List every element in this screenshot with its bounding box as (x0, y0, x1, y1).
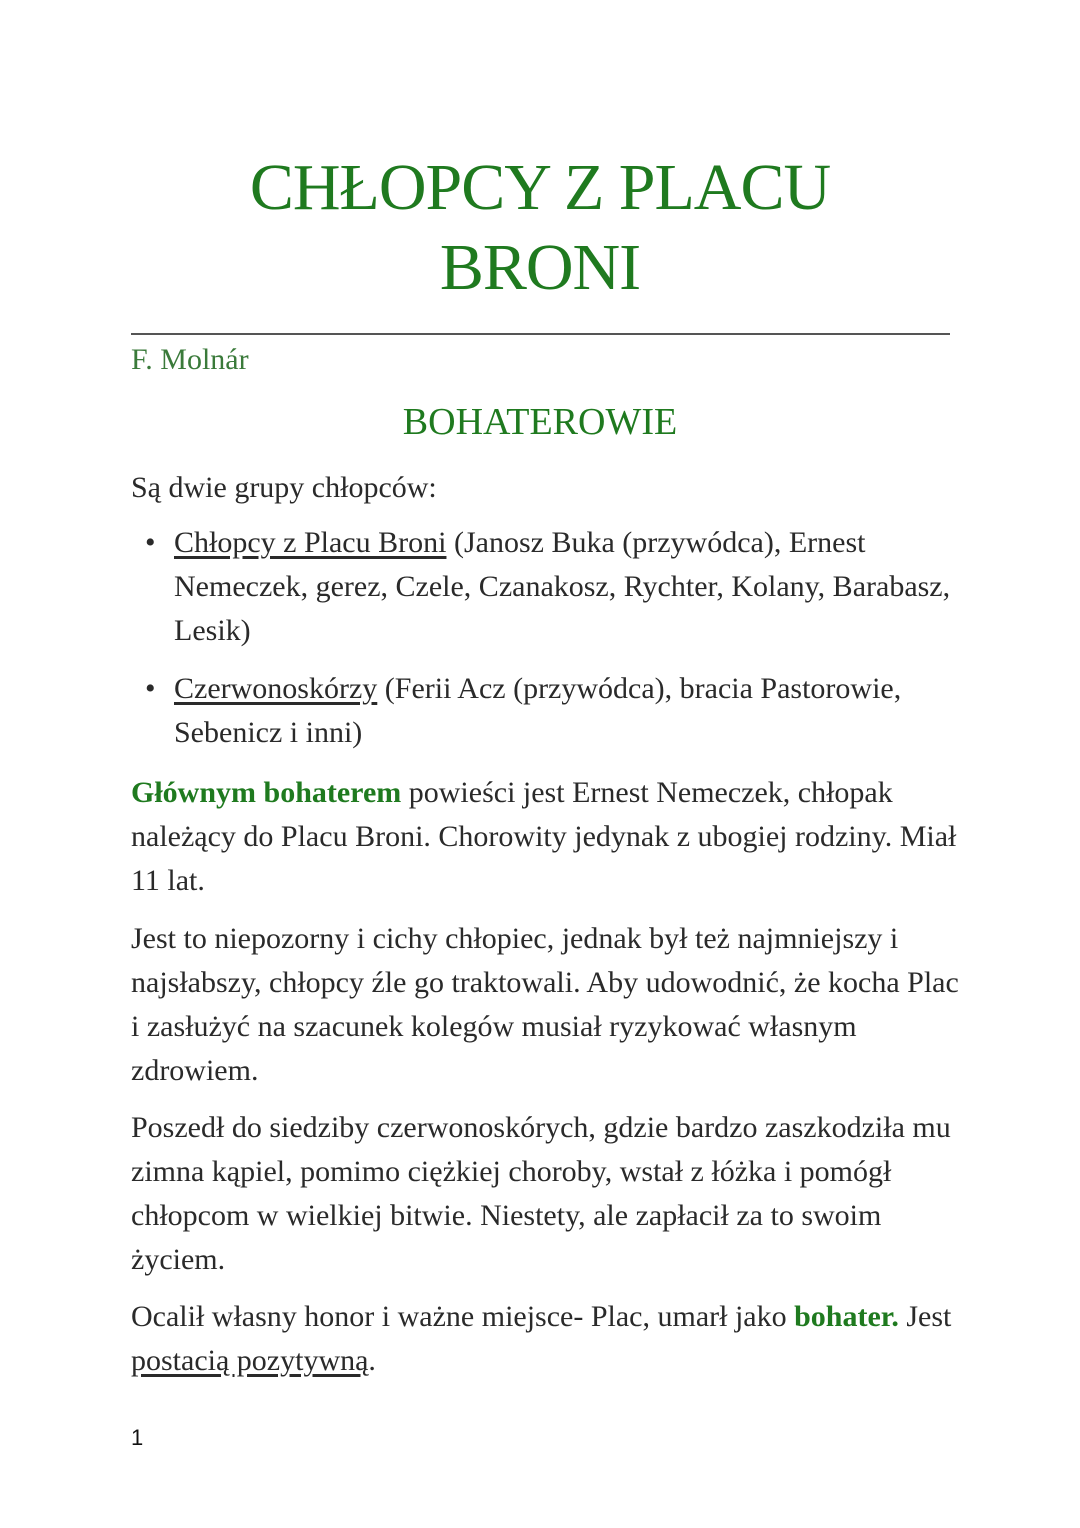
paragraph-text: Jest (898, 1300, 952, 1333)
list-item (131, 521, 961, 653)
group-members: (Janosz Buka (przywódca), Ernest Nemeczek, gerez, Czele, Czanakosz, Rychter, Kolany, Barabasz, Lesik) (174, 526, 951, 647)
conclusion-paragraph (131, 1295, 961, 1383)
title-line-2: BRONI (439, 231, 641, 304)
group-name: Chłopcy z Placu Broni (174, 526, 447, 559)
paragraph-text: . (368, 1344, 376, 1377)
bullet-icon: • (145, 672, 156, 705)
list-item (131, 667, 961, 755)
title-line-1: CHŁOPCY Z PLACU (249, 151, 831, 224)
groups-list (131, 521, 961, 769)
main-hero-paragraph (131, 771, 961, 903)
underlined-phrase: postacią pozytywną (131, 1344, 369, 1377)
group-name: Czerwonoskórzy (174, 672, 378, 705)
intro-paragraph: Są dwie grupy chłopców: (131, 471, 437, 504)
horizontal-divider (131, 333, 950, 335)
document-title (0, 148, 1080, 308)
bold-phrase: Głównym bohaterem (131, 776, 402, 809)
bullet-icon: • (145, 526, 156, 559)
section-heading: BOHATEROWIE (402, 401, 678, 443)
character-paragraph: Jest to niepozorny i cichy chłopiec, jednak był też najmniejszy i najsłabszy, chłopcy źle go traktowali. Aby udowodnić, że kocha Plac i zasłużyć na szacunek kolegów musiał ryzykować własnym zdrowiem. (131, 922, 959, 1087)
paragraph-text: powieści jest Ernest Nemeczek, chłopak należący do Placu Broni. Chorowity jedynak z ubogiej rodziny. Miał 11 lat. (131, 776, 957, 897)
author-name: F. Molnár (131, 343, 249, 376)
bold-phrase: bohater. (794, 1300, 899, 1333)
group-members: (Ferii Acz (przywódca), bracia Pastorowie, Sebenicz i inni) (174, 672, 902, 749)
page-number: 1 (131, 1425, 144, 1450)
paragraph-text: Ocalił własny honor i ważne miejsce- Plac, umarł jako (131, 1300, 795, 1333)
story-paragraph: Poszedł do siedziby czerwonoskórych, gdzie bardzo zaszkodziła mu zimna kąpiel, pomimo ciężkiej choroby, wstał z łóżka i pomógł chłopcom w wielkiej bitwie. Niestety, ale zapłacił za to swoim życiem. (131, 1111, 951, 1276)
